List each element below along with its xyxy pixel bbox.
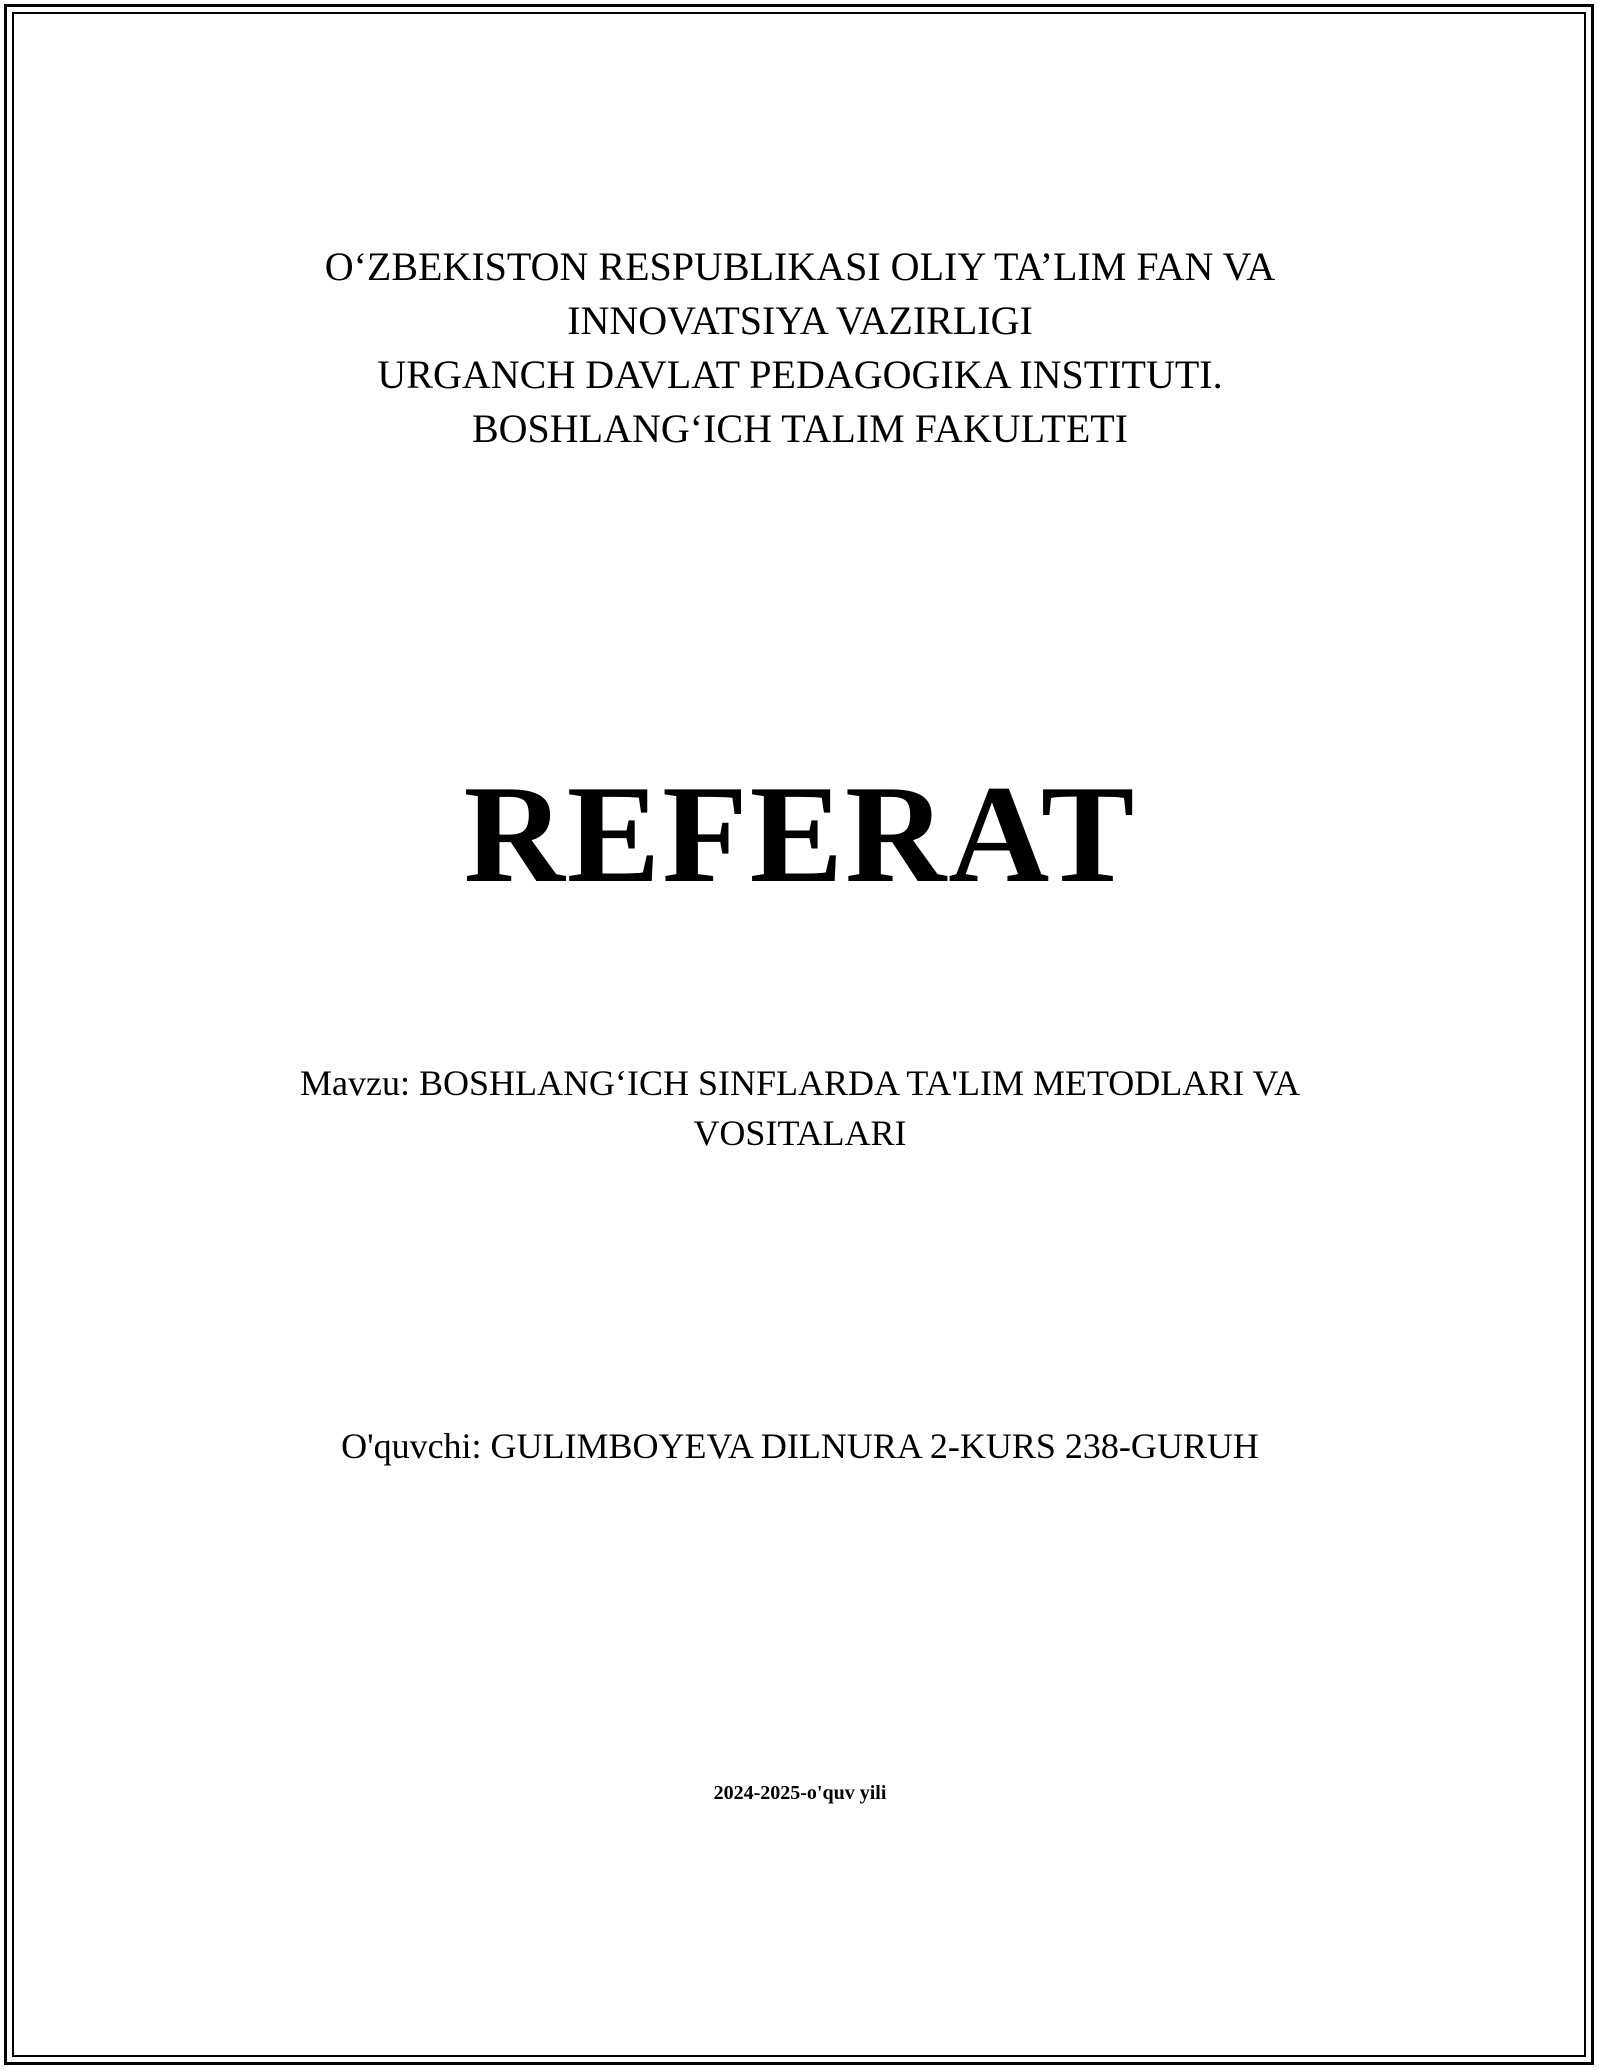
topic-line-2: VOSITALARI — [693, 1113, 907, 1153]
topic-block — [0, 1058, 1600, 1158]
document-title: REFERAT — [463, 757, 1137, 912]
header-line-faculty: BOSHLANG‘ICH TALIM FAKULTETI — [471, 406, 1129, 451]
academic-year: 2024-2025-o'quv yili — [713, 1782, 887, 1804]
institution-header — [0, 240, 1600, 456]
header-line-ministry-2: INNOVATSIYA VAZIRLIGI — [567, 298, 1033, 343]
student-info: O'quvchi: GULIMBOYEVA DILNURA 2-KURS 238-GURUH — [341, 1426, 1259, 1466]
header-line-institute: URGANCH DAVLAT PEDAGOGIKA INSTITUTI. — [377, 352, 1223, 397]
topic-line-1: Mavzu: BOSHLANG‘ICH SINFLARDA TA'LIM METODLARI VA — [300, 1063, 1300, 1103]
header-line-ministry-1: O‘ZBEKISTON RESPUBLIKASI OLIY TA’LIM FAN VA — [324, 244, 1276, 289]
